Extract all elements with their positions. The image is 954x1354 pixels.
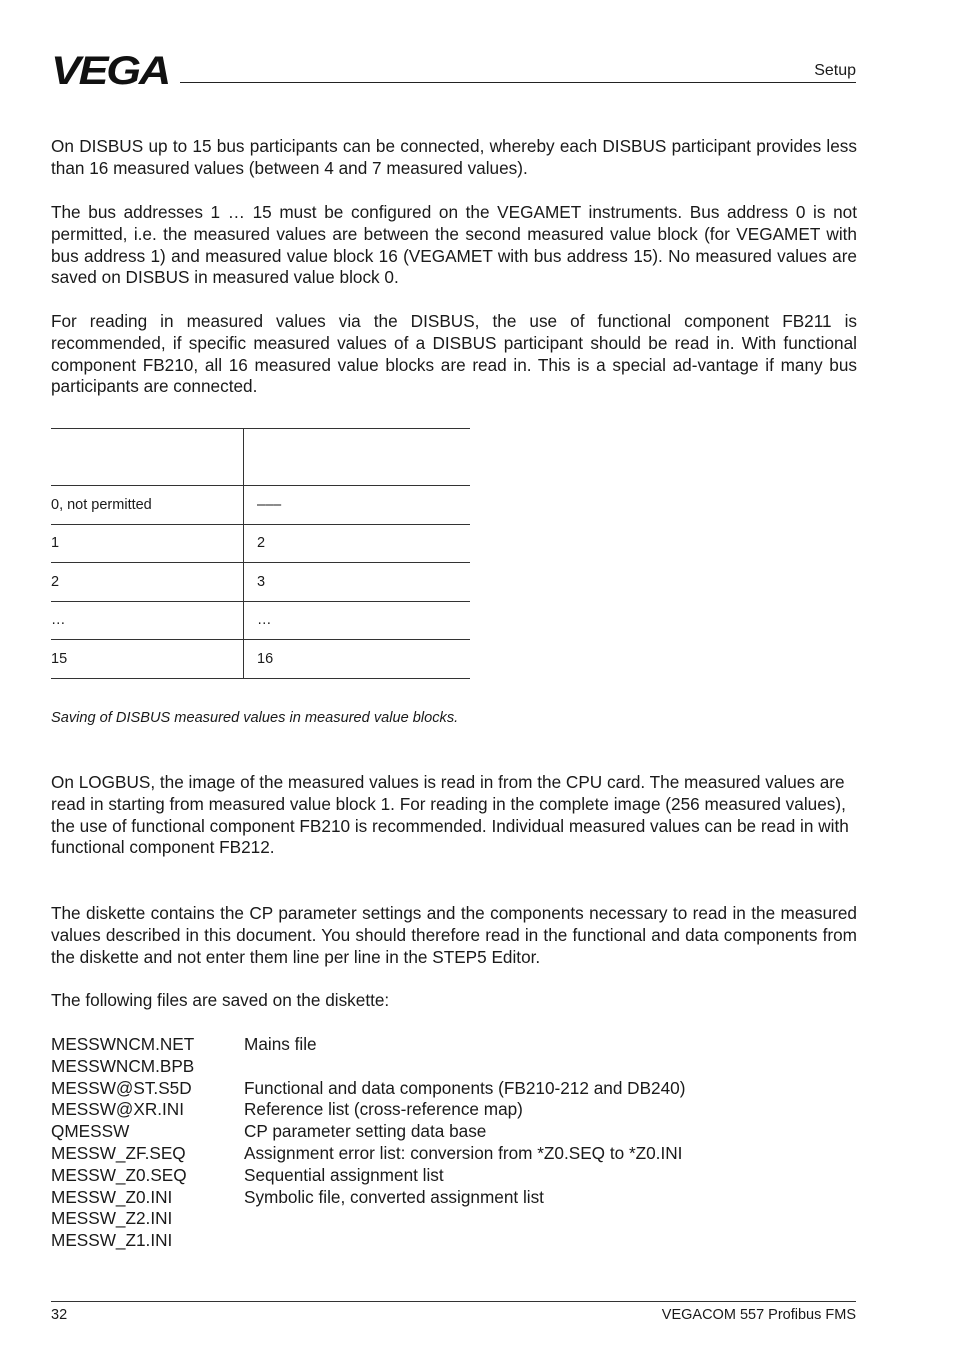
section-label: Setup <box>814 62 856 79</box>
paragraph-logbus: On LOGBUS, the image of the measured values is read in from the CPU card. The measured values are read in starting from measured value block 1. For reading in the complete image (256 measured values), the use of functional component FB210 is recommended. Individual measured values can be read in with functional component FB212. <box>51 772 849 858</box>
address-block-table <box>51 428 470 679</box>
file-list-item <box>51 1078 685 1100</box>
file-description: Symbolic file, converted assignment list <box>244 1186 544 1207</box>
file-description: Functional and data components (FB210-212 and DB240) <box>244 1077 686 1098</box>
table-row <box>51 563 470 602</box>
table-caption: Saving of DISBUS measured values in measured value blocks. <box>51 710 459 726</box>
table-cell-bus-address: 0, not permitted <box>51 486 244 525</box>
paragraph-diskette-contents: The diskette contains the CP parameter settings and the components necessary to read in the measured values described in this document. You should therefore read in the functional and data components from the diskette and not enter them line per line in the STEP5 Editor. <box>51 903 857 967</box>
file-list-item <box>51 1165 685 1187</box>
table-cell-bus-address: 1 <box>51 524 244 563</box>
table-cell-value-block: 3 <box>244 563 471 602</box>
table-row <box>51 640 470 679</box>
table-cell-value-block: 2 <box>244 524 471 563</box>
table-cell-value-block: ––– <box>244 486 471 525</box>
table-cell-bus-address: 2 <box>51 563 244 602</box>
table-cell-bus-address: 15 <box>51 640 244 679</box>
file-name: MESSW@ST.S5D <box>51 1077 192 1098</box>
file-list-item <box>51 1208 685 1230</box>
file-description: Assignment error list: conversion from *Z0.SEQ to *Z0.INI <box>244 1142 683 1163</box>
file-list-item <box>51 1034 685 1056</box>
file-list-item <box>51 1143 685 1165</box>
table-row <box>51 524 470 563</box>
vega-logo <box>51 53 171 87</box>
file-name: QMESSW <box>51 1121 130 1142</box>
paragraph-disbus-components: For reading in measured values via the DISBUS, the use of functional component FB211 is recommended, if specific measured values of a DISBUS participant should be read in. With functional component FB210, all 16 measured value blocks are read in. This is a special ad-vantage if many bus participants are connected. <box>51 311 857 397</box>
file-list-item <box>51 1099 685 1121</box>
file-list-item <box>51 1187 685 1209</box>
file-description: Reference list (cross-reference map) <box>244 1099 523 1120</box>
svg-text:VEGA: VEGA <box>51 53 169 87</box>
file-list-item <box>51 1056 685 1078</box>
table-cell-value-block: … <box>244 601 471 640</box>
file-name: MESSWNCM.BPB <box>51 1055 195 1076</box>
file-name: MESSWNCM.NET <box>51 1034 195 1054</box>
file-name: MESSW_Z0.SEQ <box>51 1164 187 1185</box>
file-name: MESSW@XR.INI <box>51 1099 184 1120</box>
file-description: CP parameter setting data base <box>244 1121 487 1142</box>
document-title: VEGACOM 557 Profibus FMS <box>661 1307 856 1323</box>
file-list-item <box>51 1230 685 1252</box>
file-name: MESSW_Z2.INI <box>51 1208 173 1229</box>
file-name: MESSW_ZF.SEQ <box>51 1142 186 1163</box>
table-row <box>51 601 470 640</box>
file-name: MESSW_Z0.INI <box>51 1186 173 1207</box>
table-header-row <box>51 429 470 486</box>
table-cell-bus-address: … <box>51 601 244 640</box>
table-header-cell <box>51 429 244 486</box>
paragraph-disbus-participants: On DISBUS up to 15 bus participants can be connected, whereby each DISBUS participant provides less than 16 measured values (between 4 and 7 measured values). <box>51 136 857 178</box>
header-rule <box>180 82 856 83</box>
footer-rule <box>51 1301 856 1302</box>
paragraph-diskette-files-intro: The following files are saved on the diskette: <box>51 990 390 1010</box>
file-name: MESSW_Z1.INI <box>51 1230 173 1251</box>
page-number: 32 <box>51 1307 68 1323</box>
file-description: Sequential assignment list <box>244 1164 444 1185</box>
paragraph-disbus-addresses: The bus addresses 1 … 15 must be configured on the VEGAMET instruments. Bus address 0 is not permitted, i.e. the measured values are between the second measured value block (for VEGAMET with bus address 1) and measured value block 16 (VEGAMET with bus address 15). No measured values are saved on DISBUS in measured value block 0. <box>51 202 857 288</box>
file-description: Mains file <box>244 1034 317 1054</box>
file-list <box>51 1034 685 1252</box>
file-list-item <box>51 1121 685 1143</box>
table-row <box>51 486 470 525</box>
table-cell-value-block: 16 <box>244 640 471 679</box>
table-header-cell <box>244 429 471 486</box>
